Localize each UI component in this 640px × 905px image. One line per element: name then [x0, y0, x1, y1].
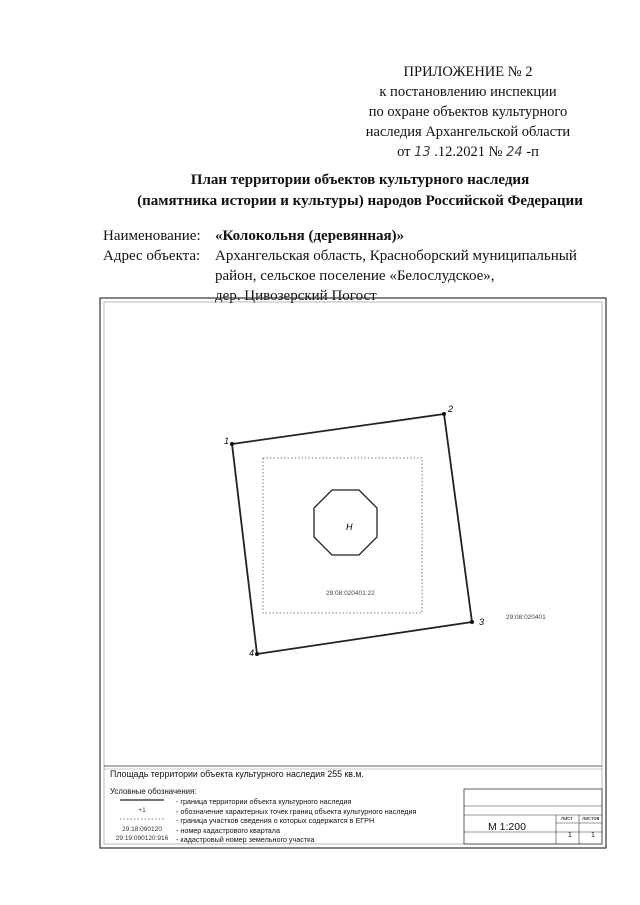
legend-item: 29:19:090120:916 - кадастровый номер земельного участка	[110, 835, 314, 844]
name-value: «Колокольня (деревянная)»	[215, 228, 405, 244]
plan-frame-inner	[104, 302, 602, 844]
appendix-number: ПРИЛОЖЕНИЕ № 2	[403, 64, 533, 80]
appendix-ref-line: наследия Архангельской области	[365, 124, 571, 140]
sheet-label: лист	[561, 816, 573, 822]
address-value: Архангельская область, Красноборский муниципальный	[215, 248, 577, 264]
sheets-label: листов	[582, 816, 600, 822]
legend-item: - граница участков сведения о которых содержатся в ЕГРН	[110, 816, 374, 825]
boundary-point-label: 4	[249, 648, 255, 658]
cadastral-quarter-number: 29:08:020401	[506, 614, 546, 621]
site-plan-drawing	[96, 296, 612, 850]
handwritten-day: 13	[414, 145, 431, 160]
boundary-point-marker	[230, 442, 234, 446]
parcel-cadastral-number: 29:08:020401:22	[326, 590, 375, 597]
boundary-point-marker	[470, 620, 474, 624]
boundary-point-marker	[442, 412, 446, 416]
object-label: Н	[346, 522, 353, 532]
scale-label: М 1:200	[488, 821, 526, 833]
territory-boundary	[232, 414, 472, 654]
appendix-ref-line: к постановлению инспекции	[379, 84, 557, 100]
appendix-date-line: от 13 .12.2021 № 24 -п	[397, 144, 539, 160]
sheet-number: 1	[568, 832, 572, 839]
boundary-point-label: 1	[224, 436, 230, 446]
boundary-point-label: 3	[479, 617, 485, 627]
title-line: (памятника истории и культуры) народов Российской Федерации	[137, 193, 583, 209]
point-symbol: +1	[138, 807, 146, 814]
handwritten-number: 24	[506, 145, 523, 160]
address-value: район, сельское поселение «Белослудское»,	[215, 268, 495, 284]
parcel-line-symbol	[118, 816, 166, 822]
address-label: Адрес объекта:	[103, 248, 201, 264]
legend-item: +1 - обозначение характерных точек границ объекта культурного наследия	[110, 807, 416, 816]
legend-item: - граница территории объекта культурного наследия	[110, 797, 351, 806]
appendix-header	[348, 62, 588, 163]
document-title	[60, 170, 640, 212]
sheets-count: 1	[591, 832, 595, 839]
object-meta	[103, 226, 577, 306]
legend-title: Условные обозначения:	[110, 787, 197, 796]
title-line: План территории объектов культурного наследия	[190, 172, 530, 188]
plan-frame	[100, 298, 606, 848]
address-value: дер. Цивозерский Погост	[215, 288, 377, 304]
name-label: Наименование:	[103, 228, 201, 244]
legend-item: 29:18:090120 - номер кадастрового квартала	[110, 826, 280, 835]
boundary-point-marker	[255, 652, 259, 656]
parcel-symbol: 29:19:090120:916	[115, 835, 169, 842]
quarter-symbol: 29:18:090120	[122, 826, 162, 833]
appendix-ref-line: по охране объектов культурного	[368, 104, 568, 120]
territory-line-symbol	[118, 797, 166, 803]
boundary-point-label: 2	[448, 404, 454, 414]
area-statement: Площадь территории объекта культурного наследия 255 кв.м.	[110, 769, 364, 779]
